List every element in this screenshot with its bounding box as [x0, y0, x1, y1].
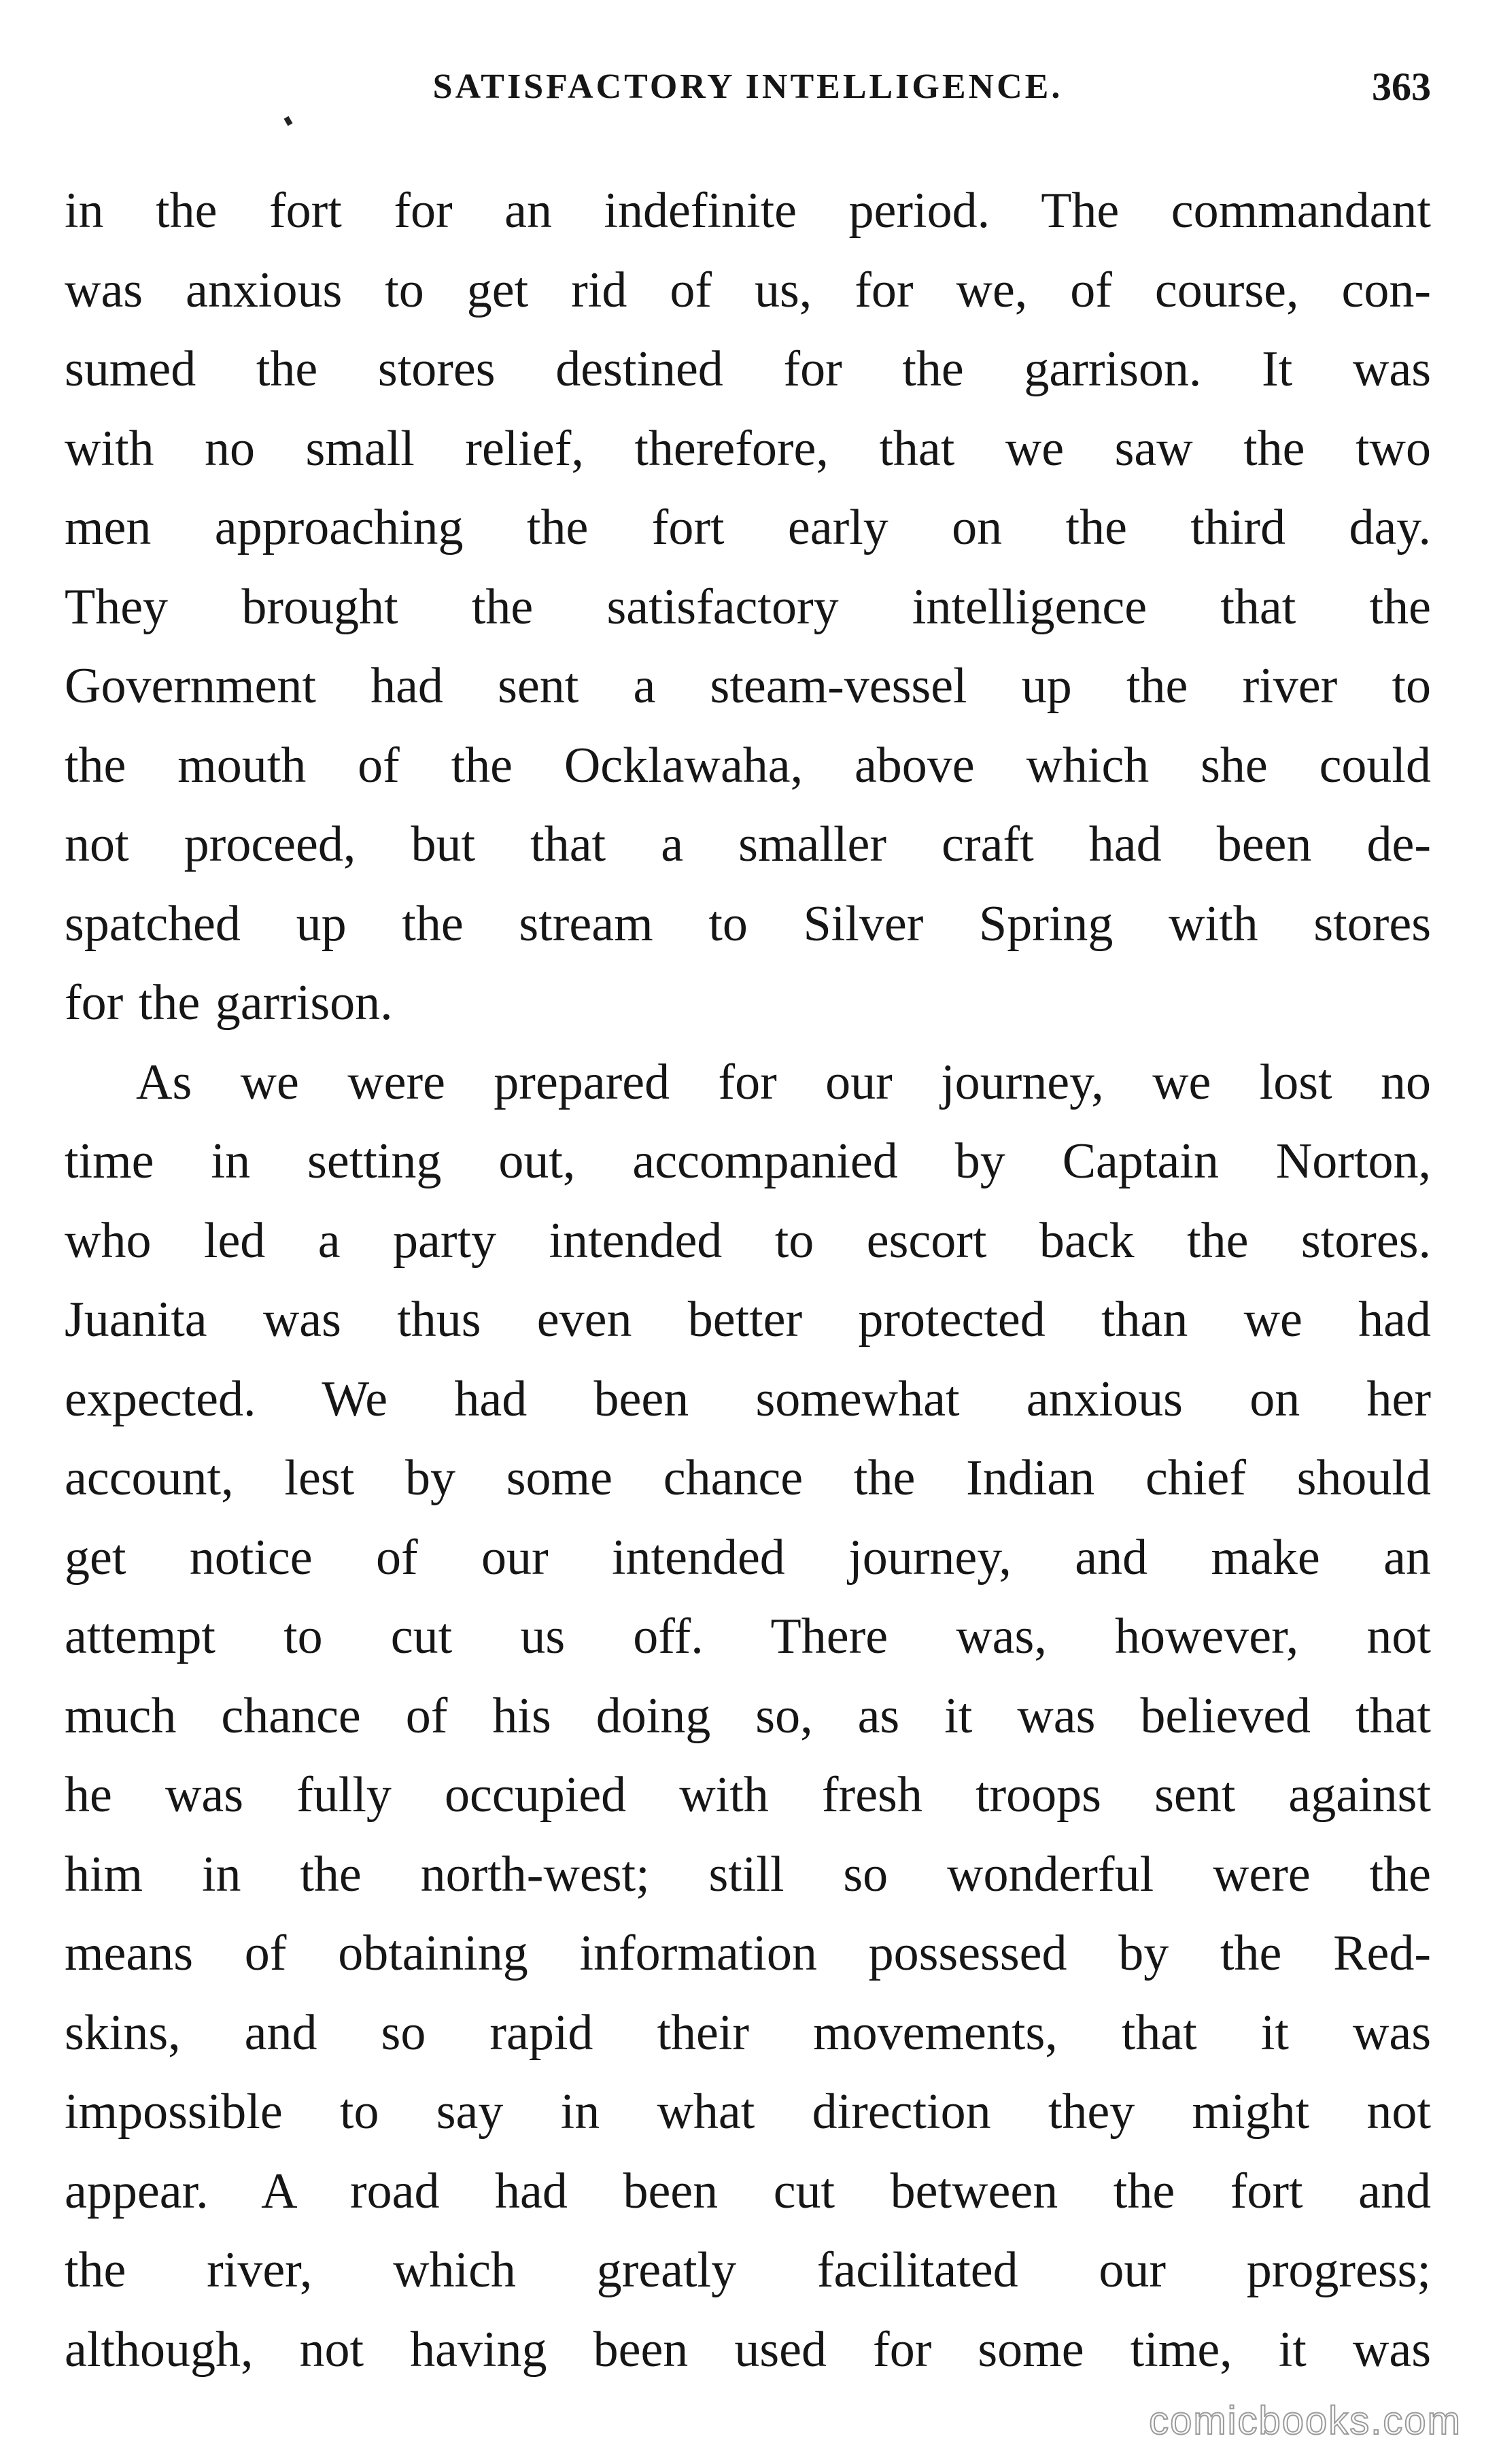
text-line: appear. A road had been cut between the fort and: [65, 2163, 1431, 2219]
text-line: much chance of his doing so, as it was believed that: [65, 1688, 1431, 1744]
text-line: not proceed, but that a smaller craft had been de-: [65, 817, 1431, 872]
text-line: was anxious to get rid of us, for we, of course, con-: [65, 262, 1431, 318]
text-line: They brought the satisfactory intelligence that the: [65, 579, 1431, 635]
text-line: although, not having been used for some time, it was: [65, 2321, 1431, 2378]
text-line: account, lest by some chance the Indian chief should: [65, 1450, 1431, 1506]
text-line: who led a party intended to escort back the stores.: [65, 1212, 1431, 1269]
text-line: get notice of our intended journey, and make an: [65, 1529, 1431, 1586]
text-line: means of obtaining information possessed by the Red-: [65, 1926, 1431, 1981]
text-line: impossible to say in what direction they might not: [65, 2084, 1431, 2140]
paragraph-first-line: As we were prepared for our journey, we lost no: [136, 1054, 1431, 1110]
text-line: time in setting out, accompanied by Captain Norton,: [65, 1133, 1431, 1189]
text-line: for the garrison.: [65, 975, 393, 1031]
text-line: Government had sent a steam-vessel up the river to: [65, 658, 1431, 714]
text-line: sumed the stores destined for the garrison. It was: [65, 341, 1431, 397]
text-line: in the fort for an indefinite period. The commandant: [65, 183, 1431, 239]
text-line: Juanita was thus even better protected than we had: [65, 1292, 1431, 1348]
text-line: expected. We had been somewhat anxious on her: [65, 1371, 1431, 1427]
text-line: with no small relief, therefore, that we saw the two: [65, 420, 1431, 477]
running-head: [65, 60, 1431, 114]
text-line: attempt to cut us off. There was, however, not: [65, 1609, 1431, 1664]
text-line: he was fully occupied with fresh troops sent against: [65, 1767, 1431, 1823]
chapter-running-title: SATISFACTORY INTELLIGENCE.: [432, 67, 1063, 106]
site-watermark: comicbooks.com: [1149, 2399, 1462, 2443]
text-line: men approaching the fort early on the third day.: [65, 500, 1431, 555]
text-line: skins, and so rapid their movements, that it was: [65, 2004, 1431, 2061]
text-line: spatched up the stream to Silver Spring with stores: [65, 895, 1431, 952]
text-line: the river, which greatly facilitated our progress;: [65, 2242, 1431, 2298]
body-text: [65, 171, 1431, 2389]
page-number: 363: [1372, 65, 1431, 109]
print-speck: [284, 116, 293, 126]
text-line: the mouth of the Ocklawaha, above which she could: [65, 737, 1431, 793]
text-line: him in the north-west; still so wonderful were the: [65, 1846, 1431, 1902]
